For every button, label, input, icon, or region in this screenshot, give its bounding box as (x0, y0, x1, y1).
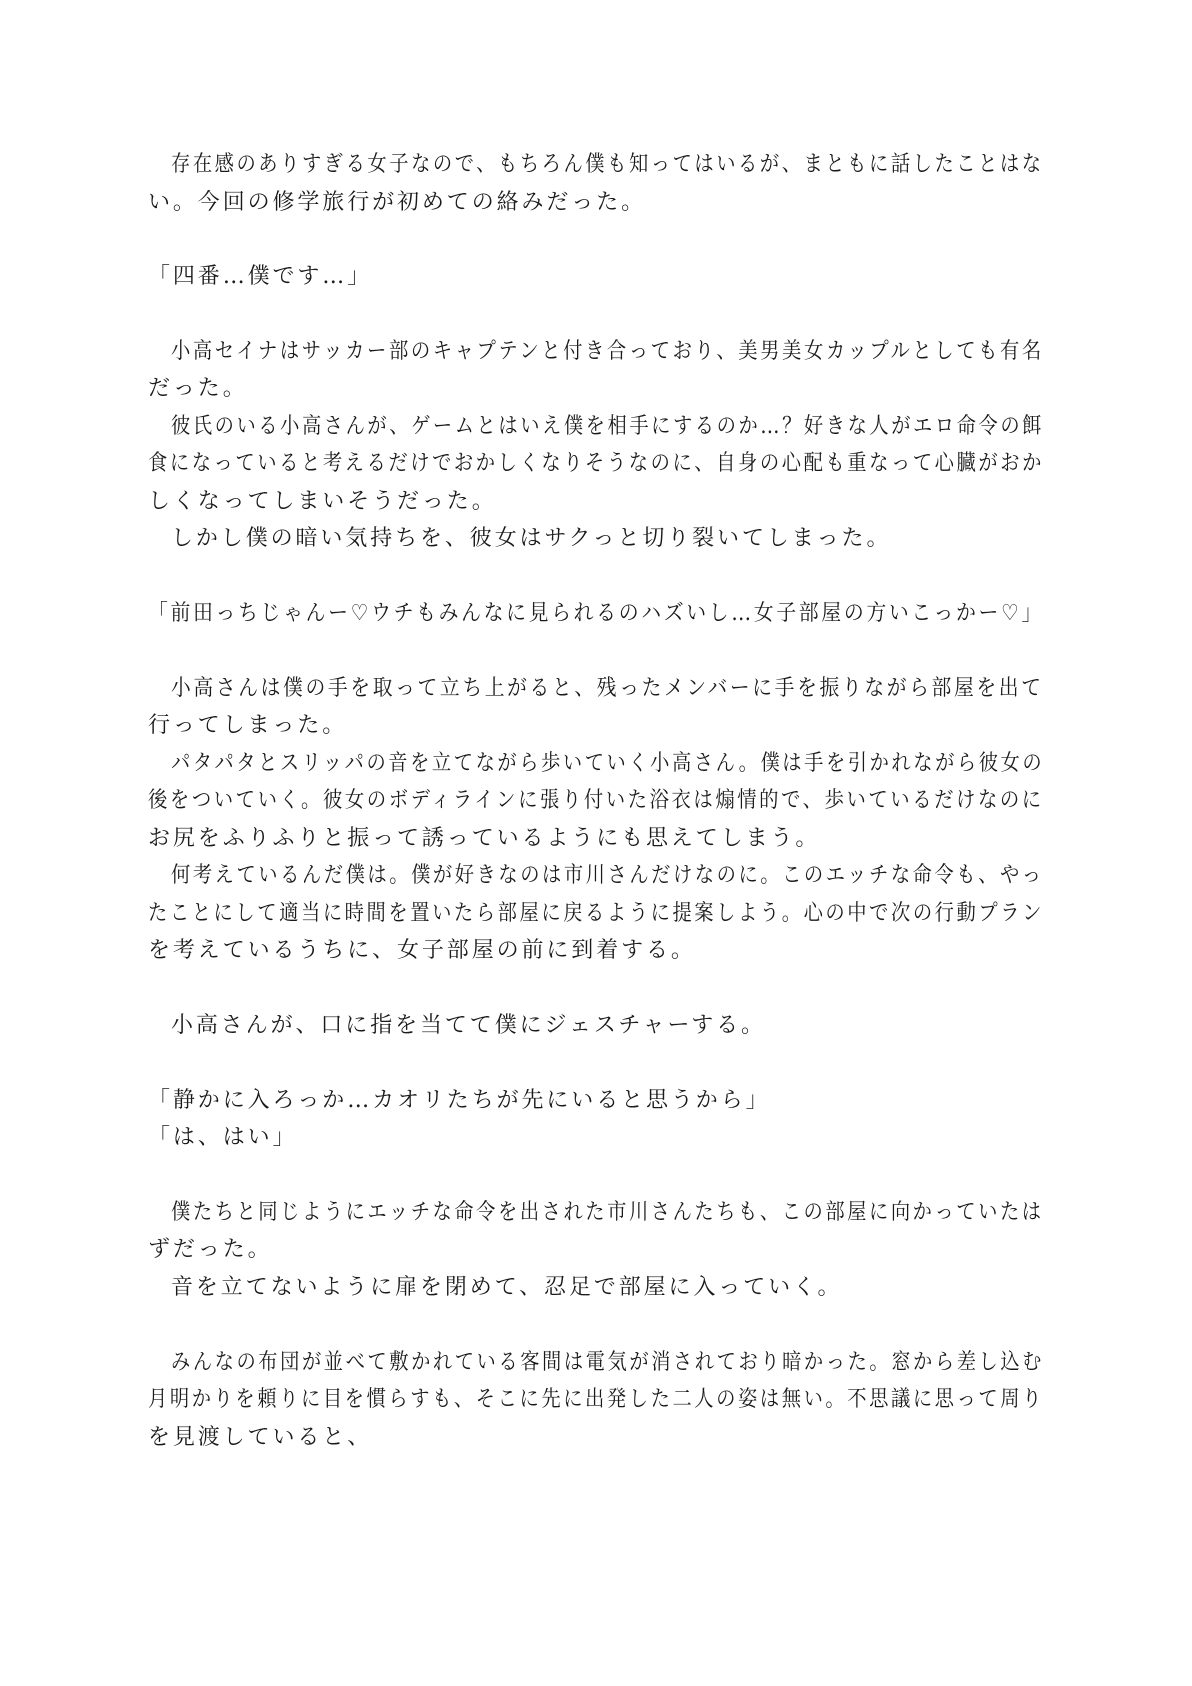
body-text-line: 小高セイナはサッカー部のキャプテンと付き合っており、美男美女カップルとしても有名 (171, 339, 1044, 364)
body-text-line: しくなってしまいそうだった。 (148, 489, 497, 514)
body-text-line: 存在感のありすぎる女子なので、もちろん僕も知ってはいるが、まともに話したことはな (171, 152, 1044, 177)
body-text-line: 僕たちと同じようにエッチな命令を出された市川さんたちも、この部屋に向かっていたは (171, 1200, 1044, 1225)
dialogue-line: 「前田っちじゃんー♡ウチもみんなに見られるのハズいし…女子部屋の方いこっかー♡」 (148, 601, 1044, 626)
body-text-line: を考えているうちに、女子部屋の前に到着する。 (148, 938, 696, 963)
body-text-line: 食になっていると考えるだけでおかしくなりそうなのに、自身の心配も重なって心臓がおか (148, 451, 1044, 476)
body-text-line: い。今回の修学旅行が初めての絡みだった。 (148, 190, 647, 215)
body-text-line: ずだった。 (148, 1237, 273, 1262)
body-text-line: 彼氏のいる小高さんが、ゲームとはいえ僕を相手にするのか…？好きな人がエロ命令の餌 (171, 414, 1045, 439)
dialogue-line: 「静かに入ろっか…カオリたちが先にいると思うから」 (148, 1088, 771, 1113)
body-text-line: だった。 (148, 376, 248, 401)
dialogue-line: 「四番…僕です…」 (148, 264, 373, 289)
body-text-line: を見渡していると、 (148, 1425, 373, 1450)
body-text-line: たことにして適当に時間を置いたら部屋に戻るように提案しよう。心の中で次の行動プラン (148, 901, 1044, 926)
body-text-line: 音を立てないように扉を閉めて、忍足で部屋に入っていく。 (171, 1275, 843, 1300)
body-text-line: 何考えているんだ僕は。僕が好きなのは市川さんだけなのに。このエッチな命令も、やっ (171, 863, 1044, 888)
body-text-line: 小高さんは僕の手を取って立ち上がると、残ったメンバーに手を振りながら部屋を出て (171, 676, 1044, 701)
body-text-line: 後をついていく。彼女のボディラインに張り付いた浴衣は煽情的で、歩いているだけなのに (148, 788, 1044, 813)
body-text-line: しかし僕の暗い気持ちを、彼女はサクっと切り裂いてしまった。 (171, 526, 892, 551)
body-text-line: みんなの布団が並べて敷かれている客間は電気が消されており暗かった。窓から差し込む (171, 1350, 1045, 1375)
dialogue-line: 「は、はい」 (148, 1125, 298, 1150)
body-text-line: 月明かりを頼りに目を慣らすも、そこに先に出発した二人の姿は無い。不思議に思って周り (148, 1387, 1044, 1412)
body-text-line: お尻をふりふりと振って誘っているようにも思えてしまう。 (148, 826, 821, 851)
body-text-line: パタパタとスリッパの音を立てながら歩いていく小高さん。僕は手を引かれながら彼女の (171, 751, 1045, 776)
body-text-line: 行ってしまった。 (148, 713, 348, 738)
body-text-line: 小高さんが、口に指を当てて僕にジェスチャーする。 (171, 1013, 766, 1038)
